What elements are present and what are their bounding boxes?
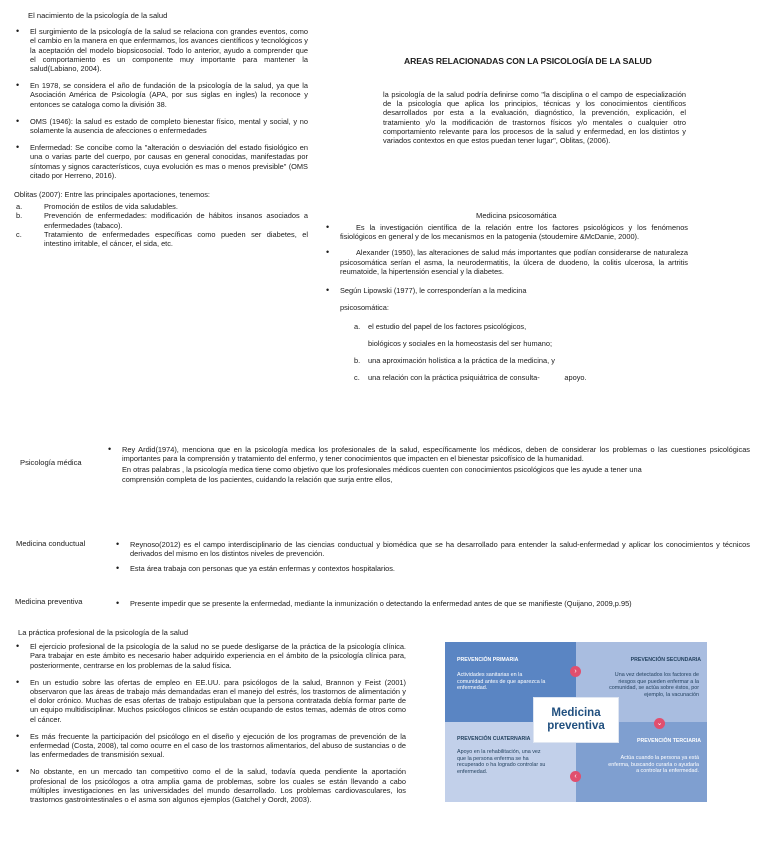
list-item: • En un estudio sobre las ofertas de empleo en EE.UU. para psicólogos de la salud, Brannon y Feist (2001) observaron que las áreas de trabajo más demandadas eran el manejo del estrés, los trastornos de alimentación y el dolor crónico. Muchas de esas ofertas de trabajo estipulaban que la persona contratada debía formar parte de un equipo multidisciplinar. Muchos psicólogos clínicos se están ocupando de estos temas, además de otros como el cáncer. [14,678,406,724]
definition-paragraph: la psicología de la salud podría definirse como "la disciplina o el campo de especialización de la psicología que aplica los principios, técnicas y los conocimientos científicos desarrollados por esta a la evaluación, diagnóstico, la prevención, explicación, el tratamiento y/o la modificación de trastornos físicos y/o mentales o cualquier otro comportamiento relevante para los procesos de la salud y enfermedad, en los distintos y variados contextos en que estos puedan tener lugar", Oblitas, (2006). [383,90,686,146]
list-item: • El surgimiento de la psicología de la salud se relaciona con grandes eventos, como el cambio en la manera en que enfermamos, los avances científicos y tecnológicos y la aceptación del modelo biopsicosocial. Todo lo anterior, ayudo a comprender que el comportamiento es un componente muy importante para mantener la salud(Labiano, 2004). [14,27,308,73]
primaria-text: Actividades sanitarias en la comunidad antes de que aparezca la enfermedad. [457,672,546,692]
list-item: • El ejercicio profesional de la psicología de la salud no se puede desligarse de la práctica de la psicología clínica. Para trabajar en este ámbito es necesario haber adquirido experiencia en el ámbito de la psicología clínica para, posteriormente, centrarse en los problemas de la salud física. [14,642,406,670]
arrow-down-icon: ⌄ [654,718,665,729]
lipowski-line: Según Lipowski (1977), le corresponderían a la medicina [340,286,527,296]
list-item: • En 1978, se considera el año de fundación de la psicología de la salud, ya que la Asociación América de Psicología (APA, por sus siglas en ingles) la reconoce y entonces se cataloga como la división 38. [14,81,308,109]
areas-title: AREAS RELACIONADAS CON LA PSICOLOGÍA DE LA SALUD [404,56,652,66]
cuaternaria-title: PREVENCIÓN CUATERNARIA [457,736,531,742]
conductual-list [114,540,750,574]
list-text: Alexander (1950), las alteraciones de salud más importantes que podían considerarse de naturaleza psicosomática serían el asma, la neurodermatitis, la úlcera de duodeno, la colitis ulcerosa, la artritis reumatoide, la hipertensión esencial y la diabetes. [340,248,688,276]
list-text: Promoción de estilos de vida saludables. [44,202,178,212]
psicosomatica-list [324,223,688,295]
lipowski-list [354,318,688,386]
list-item: • Es más frecuente la participación del psicólogo en el diseño y ejecución de los programas de prevención de la enfermedad (Costa, 2008), tal como ocurre en el caso de los trastornos alimentarios, del abuso de sustancias o de las enfermedades de transmisión sexual. [14,732,406,760]
list-item [354,318,688,335]
list-text: una relación con la práctica psiquiátrica de consulta- apoyo. [368,373,587,383]
list-marker: b. [354,356,361,366]
lipowski-line: psicosomática: [340,303,389,313]
list-item [324,248,688,276]
terciaria-title: PREVENCIÓN TERCIARIA [637,738,701,744]
medica-list [106,445,750,463]
list-marker: a. [16,202,23,212]
list-text: Prevención de enfermedades: modificación de hábitos insanos asociados a enfermedades (tabaco). [44,211,308,230]
label-psicologia-medica: Psicología médica [20,458,82,467]
label-medicina-preventiva: Medicina preventiva [15,597,83,606]
heading-practica: La práctica profesional de la psicología de la salud [18,628,189,637]
list-item: • Rey Ardid(1974), menciona que en la psicología medica los profesionales de la salud, específicamente los médicos, deben de considerar los problemas o las cuestiones psicológicas importantes para la comprensión y tratamiento del enfermo, y tener conocimientos que impacten en el bienestar psicofísico de la humanidad. [106,445,750,463]
list-item: • No obstante, en un mercado tan competitivo como el de la salud, todavía queda pendiente la aportación profesional de los psicólogos a otra amplia gama de problemas, sobre los cuales se están llevando a cabo múltiples investigaciones en las universidades del mundo desarrollado. Los problemas cardiovasculares, los trastornos gastrointestinales o el asma son algunos ejemplos (Gatchel y Oordt, 2003). [14,767,406,804]
list-text: Es la investigación científica de la relación entre los factores psicológicos y los fenómenos fisiológicos en general y de los mecanismos en la patogenia (stoudemire &McDanie, 2000). [340,223,688,242]
secundaria-text: Una vez detectados los factores de riesgos que pueden enfermar a la comunidad, se actúa sobre éstos, por ejemplo, la vacunación [609,672,699,698]
label-medicina-conductual: Medicina conductual [16,539,86,548]
cuaternaria-text: Apoyo en la rehabilitación, una vez que la persona enferma se ha recuperado o ha logrado controlar su enfermedad. [457,749,546,775]
list-marker: c. [354,373,360,383]
conductual-block [114,540,750,582]
infographic-center: Medicina preventiva [533,697,619,743]
list-item: • Enfermedad: Se concibe como la "alteración o desviación del estado fisiológico en una o varias parte del cuerpo, por causas en general conocidas, manifestadas por síntomas y signos característicos, cuya evolución es mas o menos previsible" (OMS citado por Herreno, 2016). [14,143,308,180]
secundaria-title: PREVENCIÓN SECUNDARIA [630,657,701,663]
primaria-title: PREVENCIÓN PRIMARIA [457,657,519,663]
list-item [324,286,688,295]
list-marker: a. [354,322,361,332]
list-item: • Reynoso(2012) es el campo interdisciplinario de las ciencias conductual y biomédica que se ha desarrollado para entender la salud-enfermedad y aplicar los conocimientos y técnicos derivados del mismo en los distintos niveles de prevención. [114,540,750,558]
list-item [14,230,308,248]
medica-block [106,445,750,484]
psicosomatica-block [324,223,688,386]
oblitas-list [14,202,308,248]
list-item [324,223,688,241]
list-item [354,335,688,352]
oblitas-intro: Oblitas (2007): Entre las principales aportaciones, tenemos: [14,190,210,200]
section-nacimiento [14,11,308,248]
list-marker: b. [16,211,23,221]
terciaria-text: Actúa cuando la persona ya está enferma, buscando curarla o ayudarla a controlar la enfermedad. [608,755,699,775]
heading-nacimiento: El nacimiento de la psicología de la salud [28,11,168,20]
list-item [14,202,308,211]
list-item [354,369,688,386]
psicosomatica-heading: Medicina psicosomática [476,211,557,220]
list-item: • Esta área trabaja con personas que ya están enfermas y contextos hospitalarios. [114,564,750,573]
list-text: biológicos y sociales en la homeostasis del ser humano; [368,339,553,349]
nacimiento-list [14,27,308,180]
practica-list [14,642,406,804]
arrow-left-icon: ‹ [570,771,581,782]
list-item [14,211,308,229]
section-practica [14,628,406,812]
preventiva-list [114,599,750,608]
medica-paragraph: En otras palabras , la psicología medica tiene como objetivo que los profesionales médicos cuenten con conocimientos psicológicos que les ayude a tener una comprensión completa de los pacientes, cuidando la relación que surja entre ellos, [122,465,642,484]
list-item: • OMS (1946): la salud es estado de completo bienestar físico, mental y social, y no solamente la ausencia de afecciones o enfermedades [14,117,308,135]
arrow-right-icon: › [570,666,581,677]
prevention-infographic [445,642,707,802]
list-text: Tratamiento de enfermedades específicas como pueden ser diabetes, el intestino irritable, el cáncer, el sida, etc. [44,229,308,249]
list-text: el estudio del papel de los factores psicológicos, [368,322,527,332]
preventiva-block [114,599,750,616]
list-item: • Presente impedir que se presente la enfermedad, mediante la inmunización o detectando la enfermedad antes de que se manifieste (Quijano, 2009,p.95) [114,599,750,608]
list-text: una aproximación holística a la práctica de la medicina, y [368,356,555,366]
list-item [354,352,688,369]
list-marker: c. [16,229,22,239]
